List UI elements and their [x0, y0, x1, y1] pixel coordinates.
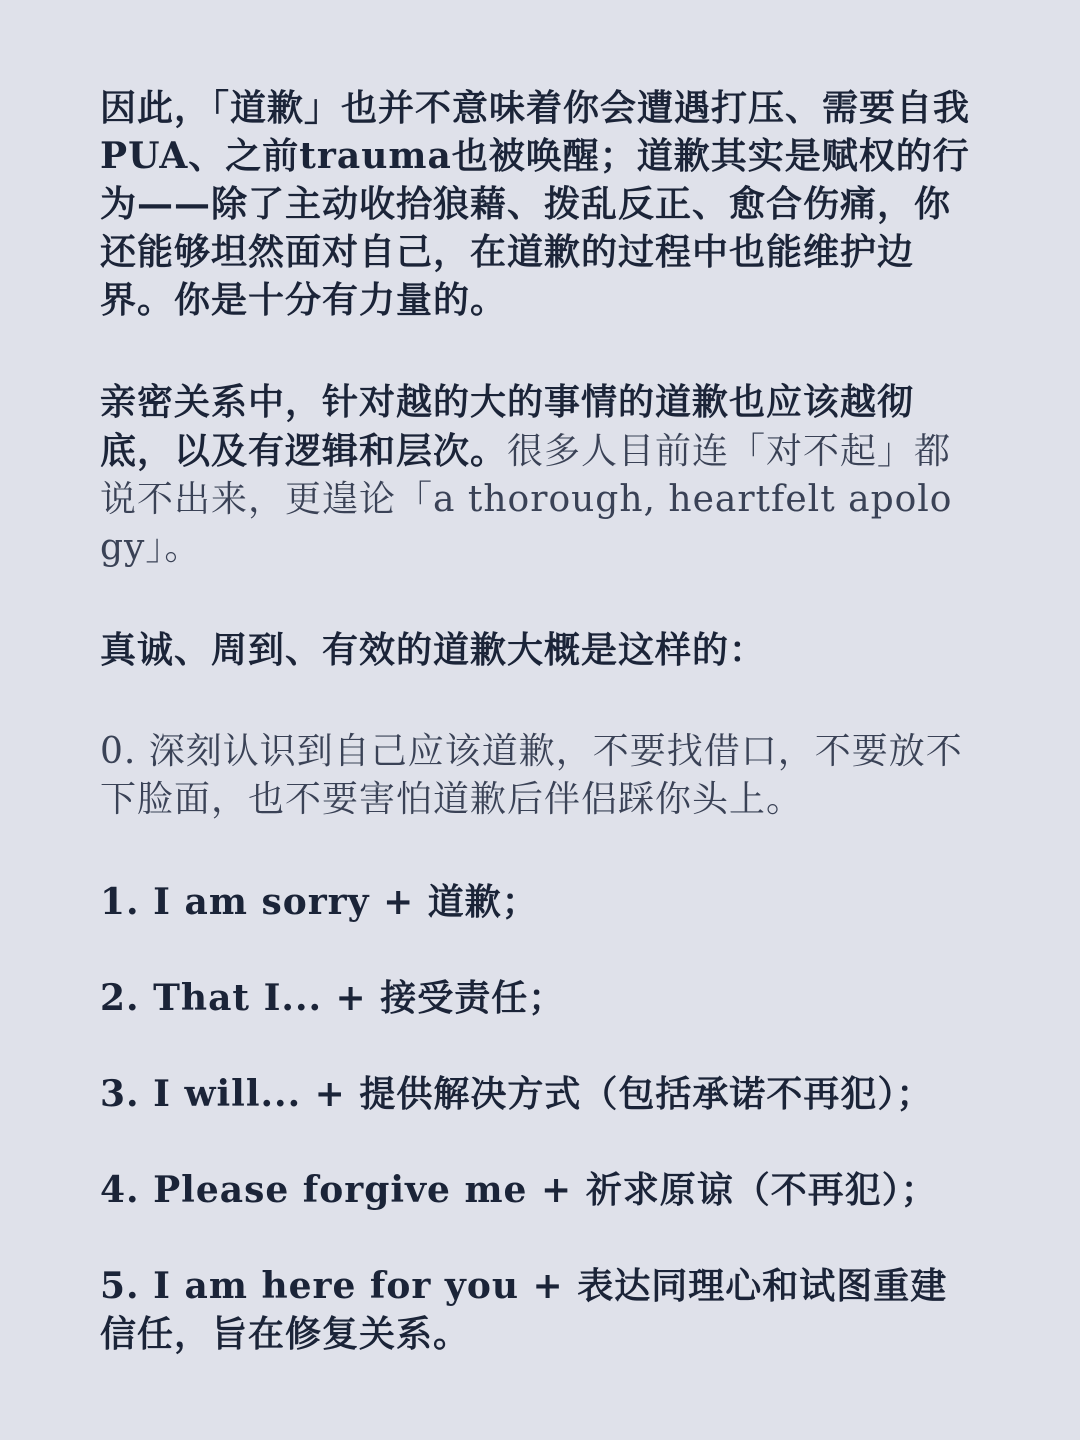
section-heading: 真诚、周到、有效的道歉大概是这样的：	[100, 629, 767, 671]
spacer	[100, 824, 970, 878]
step-zero: 0. 深刻认识到自己应该道歉，不要找借口，不要放不下脸面，也不要害怕道歉后伴侣踩你头上。	[100, 731, 963, 820]
paragraph-emphasis: 亲密关系中，针对越的大的事情的道歉也应该越彻底，以及有逻辑和层次。	[100, 381, 915, 472]
spacer	[100, 1214, 970, 1262]
step-2: 2. That I... + 接受责任；	[100, 977, 566, 1019]
spacer	[100, 1118, 970, 1166]
spacer	[100, 926, 970, 974]
spacer	[100, 324, 970, 378]
paragraph-intimate-relationship	[100, 378, 970, 572]
paragraph-empowerment: 因此，「道歉」也并不意味着你会遭遇打压、需要自我PUA、之前trauma也被唤醒；道歉其实是赋权的行为——除了主动收拾狼藉、拨乱反正、愈合伤痛，你还能够坦然面对自己，在道歉的过程中也能维护边界。你是十分有力量的。	[100, 87, 971, 321]
spacer	[100, 1022, 970, 1070]
step-5: 5. I am here for you + 表达同理心和试图重建信任，旨在修复关系。	[100, 1265, 948, 1355]
paragraph-aside: 很多人目前连「对不起」都说不出来，更遑论「a thorough, heartfelt apology」。	[100, 431, 953, 568]
step-1: 1. I am sorry + 道歉；	[100, 881, 539, 923]
spacer	[100, 674, 970, 728]
step-4: 4. Please forgive me + 祈求原谅（不再犯）；	[100, 1169, 938, 1211]
article-body	[100, 84, 970, 1358]
step-3: 3. I will... + 提供解决方式（包括承诺不再犯）；	[100, 1073, 934, 1115]
spacer	[100, 572, 970, 626]
